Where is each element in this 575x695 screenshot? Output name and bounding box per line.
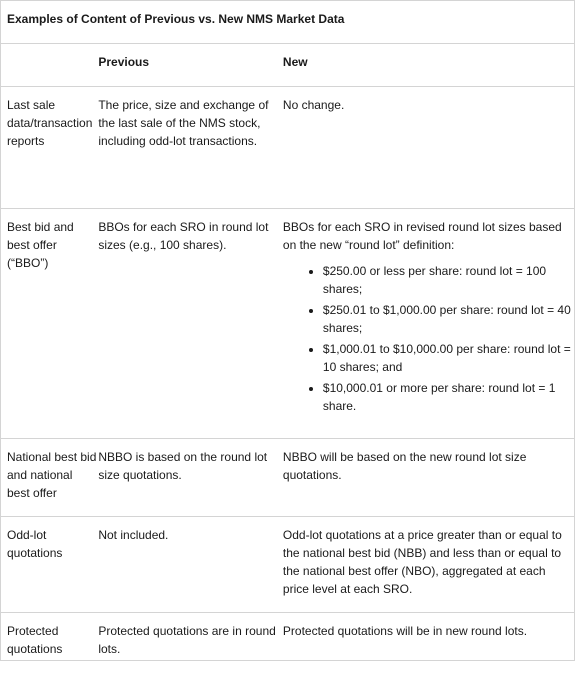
new-text: BBOs for each SRO in revised round lot sizes based on the new “round lot” definition: [282,219,562,252]
new-text: No change. [282,97,345,112]
round-lot-item: • $250.00 or less per share: round lot = 100 shares; [323,262,574,298]
table-row [1,612,574,695]
table-row [1,86,574,208]
new-cell [283,438,574,516]
previous-cell [98,612,283,695]
new-cell [283,86,574,208]
previous-text: The price, size and exchange of the last sale of the NMS stock, including odd-lot transactions. [98,97,269,148]
new-cell [283,612,574,695]
previous-cell [98,516,283,612]
header-row [1,44,574,86]
round-lot-list [283,262,574,415]
header-label-cell [1,44,98,86]
header-new: New [283,44,574,86]
row-label-text: Last sale data/transaction reports [7,97,93,148]
new-cell [283,516,574,612]
previous-cell [98,208,283,438]
new-text: Odd-lot quotations at a price greater than or equal to the national best bid (NBB) and less than or equal to the national best offer (NBO), aggregated at each price level at each SRO. [282,527,562,596]
new-cell [283,208,574,438]
row-label [1,208,98,438]
new-text: Protected quotations will be in new round lots. [282,623,528,638]
previous-cell [98,438,283,516]
row-label-text: Odd-lot quotations [7,527,63,560]
row-label-text: Protected quotations [7,623,63,656]
previous-text: BBOs for each SRO in round lot sizes (e.g., 100 shares). [98,219,269,252]
round-lot-item: • $1,000.01 to $10,000.00 per share: round lot = 10 shares; and [323,340,574,376]
previous-cell [98,86,283,208]
comparison-table [1,44,574,695]
row-label [1,86,98,208]
header-previous: Previous [98,44,283,86]
table-row [1,516,574,612]
previous-text: Protected quotations are in round lots. [98,623,276,656]
row-label-text: National best bid and national best offer [7,449,97,500]
row-label-text: Best bid and best offer (“BBO”) [7,219,74,270]
previous-text: NBBO is based on the round lot size quotations. [98,449,268,482]
round-lot-item: • $10,000.01 or more per share: round lot = 1 share. [323,379,574,415]
round-lot-item: • $250.01 to $1,000.00 per share: round lot = 40 shares; [323,301,574,337]
row-label [1,516,98,612]
row-label [1,438,98,516]
previous-text: Not included. [98,527,169,542]
table-row [1,208,574,438]
new-text: NBBO will be based on the new round lot size quotations. [282,449,527,482]
table-title: Examples of Content of Previous vs. New NMS Market Data [1,1,574,44]
table-row [1,438,574,516]
row-label [1,612,98,695]
